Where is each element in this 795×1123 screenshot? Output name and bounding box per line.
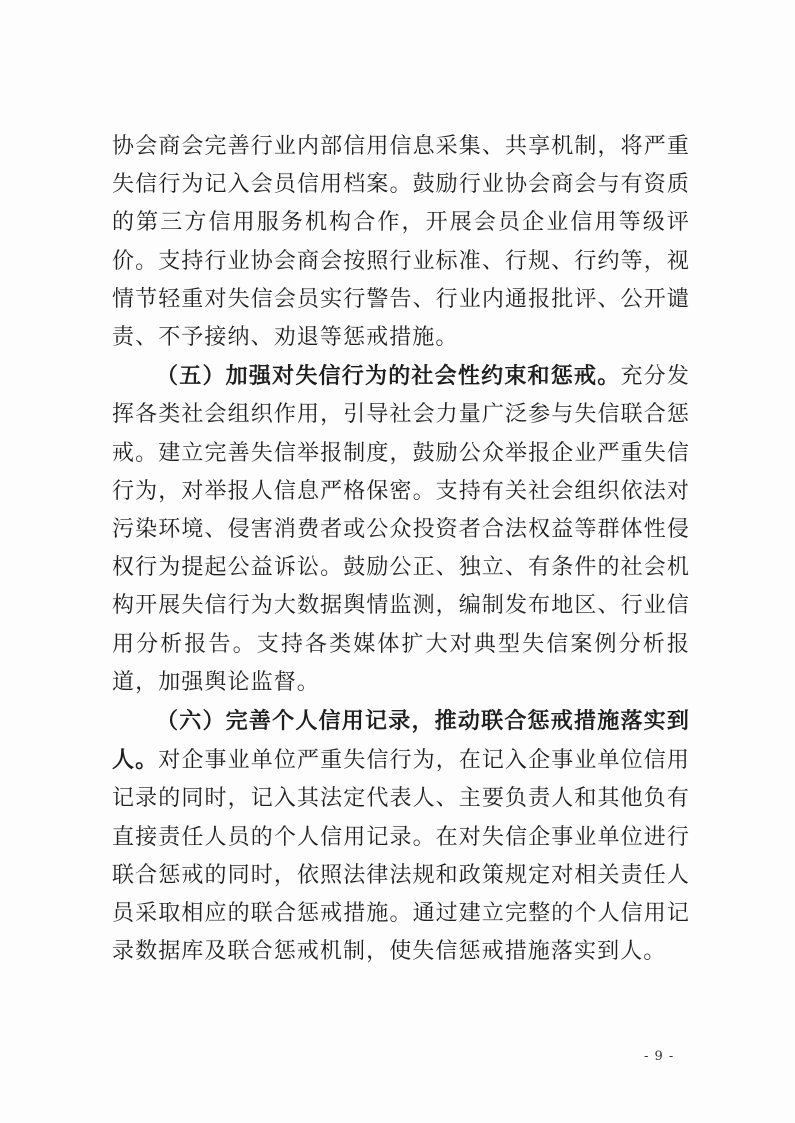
paragraph-text: 协会商会完善行业内部信用信息采集、共享机制，将严重失信行为记入会员信用档案。鼓励行业协会商会与有资质的第三方信用服务机构合作，开展会员企业信用等级评价。支持行业协会商会按照行业标准、行规、行约等，视情节轻重对失信会员实行警告、行业内通报批评、公开谴责、不予接纳、劝退等惩戒措施。 <box>112 134 690 351</box>
paragraph-text: 对企事业单位严重失信行为，在记入企事业单位信用记录的同时，记入其法定代表人、主要负责人和其他负有直接责任人员的个人信用记录。在对失信企事业单位进行联合惩戒的同时，依照法律法规和政策规定对相关责任人员采取相应的联合惩戒措施。通过建立完整的个人信用记录数据库及联合惩戒机制，使失信惩戒措施落实到人。 <box>112 748 690 965</box>
page-number: - 9 - <box>644 1049 675 1064</box>
paragraph-continuation <box>112 128 690 357</box>
paragraph-text: 充分发挥各类社会组织作用，引导社会力量广泛参与失信联合惩戒。建立完善失信举报制度，鼓励公众举报企业严重失信行为，对举报人信息严格保密。支持有关社会组织依法对污染环境、侵害消费者或公众投资者合法权益等群体性侵权行为提起公益诉讼。鼓励公正、独立、有条件的社会机构开展失信行为大数据舆情监测，编制发布地区、行业信用分析报告。支持各类媒体扩大对典型失信案例分析报道，加强舆论监督。 <box>112 364 690 695</box>
paragraph-section-5 <box>112 357 690 702</box>
paragraph-section-6 <box>112 702 690 971</box>
document-body <box>112 128 690 971</box>
section-heading-6: （六）完善个人信用记录，推动联合惩戒措施落实到人。 <box>112 708 690 774</box>
section-heading-5: （五）加强对失信行为的社会性约束和惩戒。 <box>156 363 621 390</box>
